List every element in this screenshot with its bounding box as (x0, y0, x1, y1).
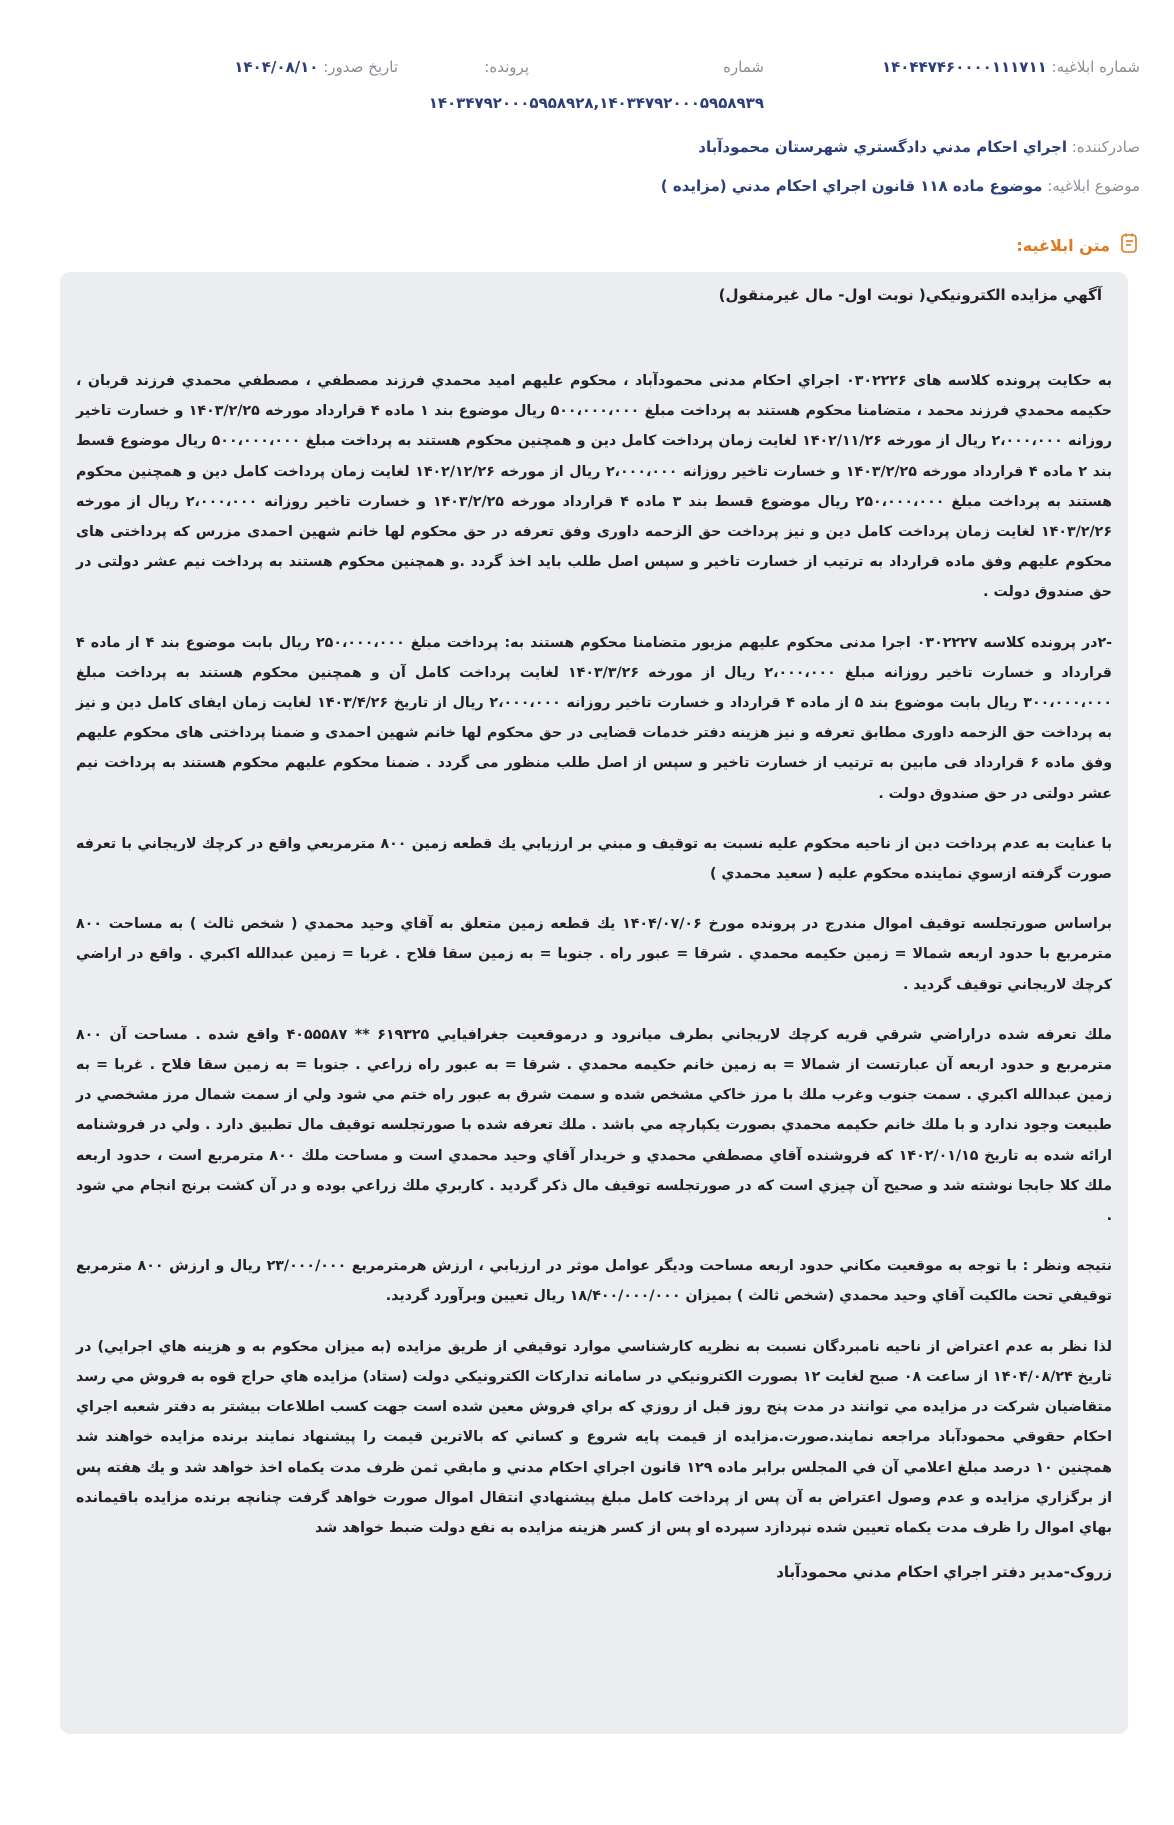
case-numbers-value: ۱۴۰۳۴۷۹۲۰۰۰۵۹۵۸۹۲۸,۱۴۰۳۴۷۹۲۰۰۰۵۹۵۸۹۳۹ (428, 94, 764, 112)
notification-number (882, 58, 1140, 76)
case-label: پرونده: (484, 58, 529, 76)
notice-paragraph: با عنايت به عدم پرداخت دين از ناحيه محکوم عليه نسبت به توقيف و مبني بر ارزيابي يك قطعه زمين ۸۰۰ مترمربعي واقع در كرچك لاريجاني با تعرفه صورت گرفته ازسوي نماينده محکوم عليه ( سعيد محمدي ) (76, 835, 1112, 883)
notice-paragraph: نتيجه ونظر : با توجه به موقعيت مكاني حدود اربعه مساحت وديگر عوامل موثر در ارزيابي ، ارزش هرمترمربع ۲۳/۰۰۰/۰۰۰ ريال و ارزش ۸۰۰ مترمربع توقيفي تحت مالكيت آقاي وحيد محمدي (شخص ثالث ) بميزان ۱۸/۴۰۰/۰۰۰/۰۰۰ ريال تعيين وبرآورد گرديد. (76, 1258, 1113, 1305)
notice-section-title (1016, 232, 1140, 258)
notice-paragraph: لذا نظر به عدم اعتراض از ناحيه نامبردگان نسبت به نظريه كارشناسي موارد توقيفي از طريق مزايده (به ميزان محكوم به و هزينه هاي اجرايي) در تاريخ ۱۴۰۴/۰۸/۲۴ از ساعت ۰۸ صبح لغايت ۱۲ بصورت الکترونيکي در سامانه تدارکات الکترونيکي دولت (ستاد) مزايده هاي حراج قوه به فروش مي رسد متقاضيان شركت در مزايده مي توانند در مدت پنج روز قبل از روزي كه براي فروش معين شده است جهت كسب اطلاعات بيشتر به دفتر شعبه اجراي احكام حقوقي محمودآباد مراجعه نمايند.صورت.مزايده از قيمت پايه شروع و كساني كه بالاترين قيمت را پيشنهاد نمايند برنده مزايده خواهند شد همچنين ۱۰ درصد مبلغ اعلامي آن في المجلس برابر ماده ۱۲۹ قانون اجراي احكام مدني و مابقي ثمن ظرف مدت يكماه اخذ خواهد شد و يك هفته پس از برگزاري مزايده و عدم وصول اعتراض به آن پس از پرداخت كامل مبلغ پيشنهادي انتقال اموال صورت خواهد گرفت چنانچه برنده مزايده باقيمانده بهاي اموال را ظرف مدت يكماه تعيين شده نپردازد سپرده او پس از كسر هزينه مزايده به نفع دولت ضبط خواهد شد (76, 1338, 1112, 1536)
subject-label: موضوع ابلاغيه: (1047, 177, 1140, 195)
issuer-label: صادرکننده: (1071, 138, 1140, 156)
issue-date-label: تاريخ صدور: (323, 58, 398, 76)
notice-section-label: متن ابلاغيه: (1016, 235, 1110, 255)
number-label-field (723, 58, 764, 76)
subject (661, 177, 1140, 195)
subject-value: موضوع ماده ۱۱۸ قانون اجراي احکام مدني (مزايده ) (660, 177, 1043, 195)
issue-date (234, 58, 398, 76)
notice-paragraph: -۲در پرونده کلاسه ۰۳۰۲۲۲۷ اجرا مدنی محکوم عليهم مزبور متضامنا محکوم هستند به: پرداخت مبلغ ۲۵۰،۰۰۰،۰۰۰ ريال بابت موضوع بند ۴ از ماده ۴ قرارداد و خسارت تاخير روزانه مبلغ ۲،۰۰۰،۰۰۰ ريال از مورخه ۱۴۰۳/۳/۲۶ لغايت پرداخت کامل آن و همچنين محکوم هستند به پرداخت مبلغ ۳۰۰،۰۰۰،۰۰۰ ريال بابت موضوع بند ۵ از ماده ۴ قرارداد و خسارت تاخير روزانه ۲،۰۰۰،۰۰۰ ريال از تاريخ ۱۴۰۳/۴/۲۶ لغايت زمان ايفای کامل دين و نيز به پرداخت حق الزحمه داوری مطابق تعرفه و نيز هزينه دفتر خدمات قضايی در حق محکوم لها خانم شهين احمدی و ضمنا پرداختی های محکوم عليهم وفق ماده ۶ قرارداد فی مابين به ترتيب از خسارت تاخير و سپس از اصل طلب منظور می گردد . ضمنا محکوم عليهم محکوم هستند به پرداخت نيم عشر دولتی در حق صندوق دولت . (76, 634, 1113, 802)
case-numbers (429, 94, 764, 112)
notice-paragraph: براساس صورتجلسه توقيف اموال مندرج در پرونده مورخ ۱۴۰۴/۰۷/۰۶ يك قطعه زمين متعلق به آقاي وحيد محمدي ( شخص ثالث ) به مساحت ۸۰۰ مترمربع با حدود اربعه شمالا = زمين حكيمه محمدي . شرقا = عبور راه . جنوبا = به زمين سقا فلاح . غربا = زمين عبدالله اكبري . واقع در اراضي كرچك لاريجاني توقيف گرديد . (76, 916, 1112, 993)
notice-signature: زروک-مدير دفتر اجراي احکام مدني محمودآباد (776, 1563, 1112, 1582)
case-label-field (484, 58, 529, 76)
notification-number-value: ۱۴۰۴۴۷۴۶۰۰۰۰۱۱۱۷۱۱ (881, 58, 1047, 76)
notice-title: آگهي مزايده الکترونيکي( نوبت اول- مال غيرمنقول) (718, 286, 1102, 304)
issuer (698, 138, 1140, 156)
issue-date-value: ۱۴۰۴/۰۸/۱۰ (234, 58, 319, 76)
issuer-value: اجراي احکام مدني دادگستري شهرستان محمودآباد (698, 138, 1067, 156)
notice-panel (60, 272, 1128, 1734)
notification-number-label: شماره ابلاغيه: (1051, 58, 1140, 76)
notice-paragraph: ملك تعرفه شده دراراضي شرقي قريه كرچك لاريجاني بطرف ميانرود و درموقعيت جغرافيايي ۶۱۹۳۲۵ ** ۴۰۵۵۵۸۷ واقع شده . مساحت آن ۸۰۰ مترمربع و حدود اربعه آن عبارتست از شمالا = به زمين خانم حكيمه محمدي . شرقا = به عبور راه زراعي . جنوبا = به زمين سقا فلاح . غربا = به زمين عبدالله اكبري . سمت جنوب وغرب ملك با مرز خاكي مشخص شده و سمت شرق به عبور راه ختم مي شود ولي از سمت شمال مرز مشخصي در طبيعت وجود ندارد و با ملك خانم حكيمه محمدي بصورت يكپارچه مي باشد . ملك تعرفه شده با صورتجلسه توقيف مال تطبيق دارد . ولي در فروشنامه ارائه شده به تاريخ ۱۴۰۲/۰۱/۱۵ كه فروشنده آقاي مصطفي محمدي و خريدار آقاي وحيد محمدي است و مساحت ملك ۸۰۰ مترمربع است ، حدود اربعه ملك كلا جابجا نوشته شد و صحيح آن چيزي است كه در صورتجلسه توقيف مال ذكر گرديد . كاربري ملك زراعي بوده و در آن كشت برنج انجام مي شود . (76, 1026, 1112, 1225)
number-label: شماره (723, 58, 764, 76)
document-icon (1118, 232, 1140, 258)
notice-paragraph: به حکايت پرونده کلاسه های ۰۳۰۲۲۲۶ اجراي احکام مدنی محمودآباد ، محکوم عليهم اميد محمدي فرزند مصطفي ، مصطفي محمدي فرزند قربان ، حکيمه محمدي فرزند محمد ، متضامنا محکوم هستند به پرداخت مبلغ ۵۰۰،۰۰۰،۰۰۰ ريال موضوع بند ۱ ماده ۴ قرارداد مورخه ۱۴۰۳/۲/۲۵ و خسارت تاخير روزانه ۲،۰۰۰،۰۰۰ ريال از مورخه ۱۴۰۲/۱۱/۲۶ لغايت زمان پرداخت کامل دين و همچنين محکوم هستند به پرداخت مبلغ ۵۰۰،۰۰۰،۰۰۰ ريال موضوع قسط بند ۲ ماده ۴ قرارداد مورخه ۱۴۰۳/۲/۲۵ و خسارت تاخير روزانه ۲،۰۰۰،۰۰۰ ريال از مورخه ۱۴۰۲/۱۲/۲۶ لغايت زمان پرداخت کامل دين و همچنين محکوم هستند به پرداخت مبلغ ۲۵۰،۰۰۰،۰۰۰ ريال موضوع قسط بند ۳ ماده ۴ قرارداد مورخه ۱۴۰۳/۲/۲۵ و خسارت تاخير روزانه ۲،۰۰۰،۰۰۰ ريال از مورخه ۱۴۰۳/۲/۲۶ لغايت زمان پرداخت کامل دين و نيز پرداخت حق الزحمه داوری وفق تعرفه در حق محکوم لها خانم شهين احمدی مزرس که پرداختی های محکوم عليهم وفق ماده قرارداد به ترتيب از خسارت تاخير و سپس اصل طلب بايد اخذ گردد .و همچنين محکوم هستند به پرداخت نيم عشر دولتی در حق صندوق دولت . (76, 373, 1113, 601)
